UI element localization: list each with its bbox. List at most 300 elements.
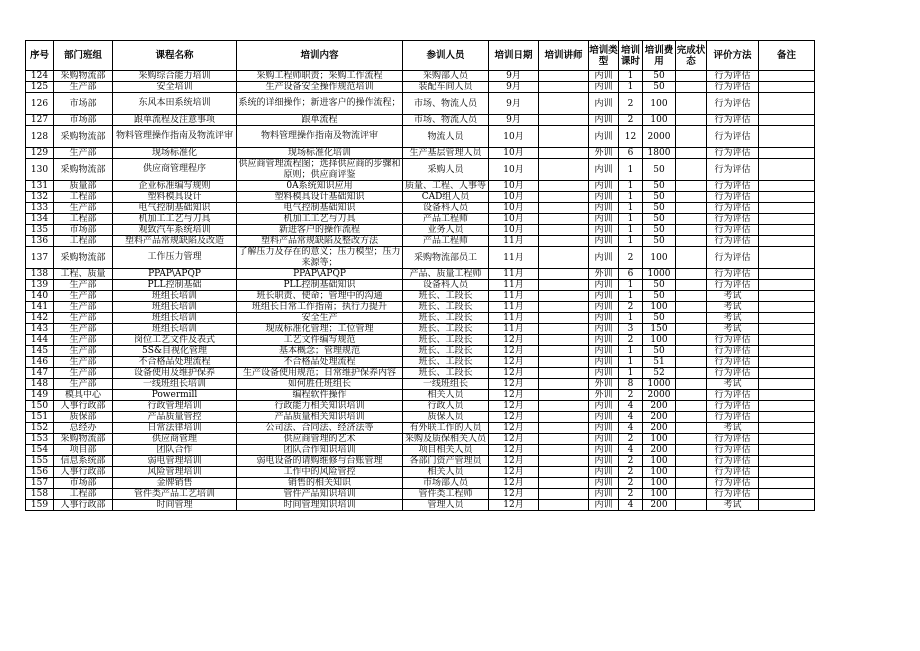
table-cell[interactable]: 12月 (489, 346, 539, 357)
table-cell[interactable] (676, 412, 707, 423)
header-cell[interactable]: 培训讲师 (539, 41, 589, 71)
table-cell[interactable] (759, 500, 815, 511)
table-cell[interactable] (676, 379, 707, 390)
table-cell[interactable] (539, 445, 589, 456)
table-cell[interactable]: 各部门资产管理员 (403, 456, 489, 467)
table-cell[interactable]: 工程部 (54, 192, 113, 203)
table-cell[interactable]: 1 (619, 214, 643, 225)
table-cell[interactable]: 12月 (489, 500, 539, 511)
table-cell[interactable]: 2 (619, 390, 643, 401)
table-cell[interactable]: 设备科人员 (403, 203, 489, 214)
table-cell[interactable]: 4 (619, 401, 643, 412)
table-cell[interactable]: 相关人员 (403, 390, 489, 401)
table-cell[interactable]: 现场标准化 (113, 148, 237, 159)
table-cell[interactable]: 154 (26, 445, 54, 456)
table-cell[interactable]: CAD组人员 (403, 192, 489, 203)
table-cell[interactable] (759, 379, 815, 390)
table-cell[interactable]: 行为评估 (707, 445, 759, 456)
table-cell[interactable]: 138 (26, 269, 54, 280)
table-cell[interactable]: 内训 (589, 115, 619, 126)
table-cell[interactable] (676, 434, 707, 445)
table-cell[interactable]: 行为评估 (707, 82, 759, 93)
table-cell[interactable]: 2 (619, 302, 643, 313)
table-cell[interactable] (676, 445, 707, 456)
table-cell[interactable] (539, 214, 589, 225)
table-cell[interactable] (759, 192, 815, 203)
table-cell[interactable]: 50 (643, 346, 676, 357)
table-cell[interactable]: 行为评估 (707, 115, 759, 126)
header-cell[interactable]: 完成状态 (676, 41, 707, 71)
table-cell[interactable]: 1 (619, 181, 643, 192)
table-cell[interactable]: 行为评估 (707, 456, 759, 467)
table-cell[interactable] (539, 379, 589, 390)
table-cell[interactable]: 行为评估 (707, 335, 759, 346)
table-cell[interactable]: 142 (26, 313, 54, 324)
table-cell[interactable]: 内训 (589, 214, 619, 225)
table-cell[interactable]: 供应商管理流程图；选择供应商的步骤和原则；供应商评鉴 (238, 159, 401, 180)
table-cell[interactable]: PPAP\APQP (113, 269, 237, 280)
table-cell[interactable]: 东风本田系统培训 (113, 93, 237, 115)
table-cell[interactable]: 班组长培训 (113, 324, 237, 335)
table-cell[interactable]: 行为评估 (707, 93, 759, 115)
table-cell[interactable]: 11月 (489, 269, 539, 280)
header-cell[interactable]: 部门班组 (54, 41, 113, 71)
table-cell[interactable]: Powermill (113, 390, 237, 401)
table-cell[interactable]: 12月 (489, 379, 539, 390)
table-cell[interactable]: 模具中心 (54, 390, 113, 401)
table-cell[interactable] (539, 357, 589, 368)
table-cell[interactable] (676, 159, 707, 181)
table-cell[interactable]: 管理人员 (403, 500, 489, 511)
table-cell[interactable]: 物料管理操作指南及物流评审 (113, 126, 237, 148)
table-cell[interactable] (676, 467, 707, 478)
table-cell[interactable] (759, 93, 815, 115)
table-cell[interactable]: 设备使用及维护保养 (113, 368, 237, 379)
table-cell[interactable]: 151 (26, 412, 54, 423)
table-cell[interactable]: 12月 (489, 412, 539, 423)
table-cell[interactable]: 内训 (589, 203, 619, 214)
table-cell[interactable]: 产品工程师 (403, 236, 489, 247)
table-cell[interactable]: 公司法、合同法、经济法等 (237, 423, 403, 434)
table-cell[interactable]: 质量部 (54, 181, 113, 192)
table-cell[interactable]: 采购综合能力培训 (113, 71, 237, 82)
table-cell[interactable]: 内训 (589, 192, 619, 203)
table-cell[interactable]: 生产部 (54, 346, 113, 357)
table-cell[interactable]: 市场部 (54, 115, 113, 126)
table-cell[interactable]: 行为评估 (707, 489, 759, 500)
table-cell[interactable]: 管件产品知识培训 (237, 489, 403, 500)
table-cell[interactable] (759, 225, 815, 236)
table-cell[interactable]: 跟单流程 (237, 115, 403, 126)
table-cell[interactable]: 时间管理 (113, 500, 237, 511)
table-cell[interactable]: 1 (619, 236, 643, 247)
table-cell[interactable]: 项目相关人员 (403, 445, 489, 456)
table-cell[interactable]: 一线班组长培训 (113, 379, 237, 390)
table-cell[interactable] (759, 181, 815, 192)
table-cell[interactable]: 50 (643, 203, 676, 214)
table-cell[interactable]: 行为评估 (707, 192, 759, 203)
table-cell[interactable]: 147 (26, 368, 54, 379)
table-cell[interactable] (759, 467, 815, 478)
table-cell[interactable]: 市场部 (54, 225, 113, 236)
table-cell[interactable]: 行为评估 (707, 357, 759, 368)
table-cell[interactable] (759, 203, 815, 214)
table-cell[interactable]: 工作中的风险管控 (237, 467, 403, 478)
table-cell[interactable] (676, 302, 707, 313)
table-cell[interactable] (676, 489, 707, 500)
table-cell[interactable]: 135 (26, 225, 54, 236)
table-cell[interactable]: 时间管理知识培训 (237, 500, 403, 511)
table-cell[interactable]: 52 (643, 368, 676, 379)
table-cell[interactable]: 1 (619, 225, 643, 236)
table-cell[interactable]: 人事行政部 (54, 500, 113, 511)
table-cell[interactable] (676, 203, 707, 214)
table-cell[interactable]: 内训 (589, 445, 619, 456)
header-cell[interactable]: 培训内容 (237, 41, 403, 71)
table-cell[interactable]: 100 (643, 93, 676, 115)
table-cell[interactable] (676, 478, 707, 489)
table-cell[interactable]: 外训 (589, 269, 619, 280)
table-cell[interactable]: 内训 (589, 500, 619, 511)
table-cell[interactable]: 内训 (589, 423, 619, 434)
table-cell[interactable]: 12月 (489, 445, 539, 456)
table-cell[interactable]: 157 (26, 478, 54, 489)
table-cell[interactable]: 考试 (707, 291, 759, 302)
table-cell[interactable]: 生产部 (54, 291, 113, 302)
table-cell[interactable]: 200 (643, 445, 676, 456)
table-cell[interactable]: 生产基层管理人员 (403, 148, 489, 159)
table-cell[interactable]: 岗位工艺文件及表式 (113, 335, 237, 346)
table-cell[interactable]: 行为评估 (707, 390, 759, 401)
table-cell[interactable]: 设备科人员 (403, 280, 489, 291)
table-cell[interactable]: 市场、物流人员 (403, 93, 489, 115)
table-cell[interactable] (676, 390, 707, 401)
table-cell[interactable]: 生产部 (54, 203, 113, 214)
table-cell[interactable]: 4 (619, 500, 643, 511)
table-cell[interactable]: 2 (619, 247, 643, 269)
table-cell[interactable]: 内训 (589, 335, 619, 346)
table-cell[interactable]: 10月 (489, 126, 539, 148)
table-cell[interactable]: 班长、工段长 (403, 368, 489, 379)
table-cell[interactable] (759, 478, 815, 489)
table-cell[interactable]: 生产部 (54, 302, 113, 313)
table-cell[interactable] (539, 247, 589, 269)
table-cell[interactable]: 1 (619, 192, 643, 203)
table-cell[interactable]: 系统的详细操作；新进客户的操作流程； (237, 93, 403, 115)
table-cell[interactable]: 12月 (489, 434, 539, 445)
table-cell[interactable]: 内训 (589, 324, 619, 335)
table-cell[interactable]: 行为评估 (707, 368, 759, 379)
table-cell[interactable] (676, 126, 707, 148)
table-cell[interactable]: 产品工程师 (403, 214, 489, 225)
table-cell[interactable] (759, 357, 815, 368)
table-cell[interactable]: 12月 (489, 390, 539, 401)
table-cell[interactable]: 200 (643, 500, 676, 511)
table-cell[interactable]: 生产部 (54, 313, 113, 324)
table-cell[interactable]: 行政管理培训 (113, 401, 237, 412)
header-cell[interactable]: 课程名称 (113, 41, 237, 71)
table-cell[interactable]: 生产设备安全操作规范培训 (237, 82, 403, 93)
table-cell[interactable]: 0A系统知识应用 (237, 181, 403, 192)
table-cell[interactable] (676, 500, 707, 511)
table-cell[interactable] (676, 181, 707, 192)
table-cell[interactable]: 内训 (589, 368, 619, 379)
table-cell[interactable] (676, 346, 707, 357)
table-cell[interactable]: 内训 (589, 434, 619, 445)
table-cell[interactable]: 1 (619, 346, 643, 357)
table-cell[interactable]: 128 (26, 126, 54, 148)
table-cell[interactable] (676, 423, 707, 434)
table-cell[interactable]: 4 (619, 445, 643, 456)
table-cell[interactable]: 行为评估 (707, 203, 759, 214)
table-cell[interactable]: 采购部人员 (403, 71, 489, 82)
table-cell[interactable]: 行为评估 (707, 401, 759, 412)
table-cell[interactable]: 相关人员 (403, 467, 489, 478)
table-cell[interactable]: 考试 (707, 302, 759, 313)
table-cell[interactable] (759, 236, 815, 247)
table-cell[interactable]: 158 (26, 489, 54, 500)
table-cell[interactable]: 弱电管理培训 (113, 456, 237, 467)
table-cell[interactable]: 145 (26, 346, 54, 357)
table-cell[interactable]: 内训 (589, 302, 619, 313)
table-cell[interactable]: 12月 (489, 489, 539, 500)
table-cell[interactable] (676, 269, 707, 280)
table-cell[interactable] (539, 335, 589, 346)
table-cell[interactable] (759, 269, 815, 280)
table-cell[interactable]: 内训 (589, 280, 619, 291)
table-cell[interactable] (759, 412, 815, 423)
table-cell[interactable]: 1 (619, 357, 643, 368)
table-cell[interactable]: 行为评估 (707, 247, 759, 269)
table-cell[interactable]: 50 (643, 192, 676, 203)
table-cell[interactable]: 内训 (589, 346, 619, 357)
table-cell[interactable]: 电气控制基础知识 (113, 203, 237, 214)
table-cell[interactable]: 观致汽车系统培训 (113, 225, 237, 236)
table-cell[interactable]: 11月 (489, 291, 539, 302)
table-cell[interactable]: 10月 (489, 225, 539, 236)
table-cell[interactable]: 9月 (489, 93, 539, 115)
table-cell[interactable]: 现成标准化管理；工位管理 (237, 324, 403, 335)
table-cell[interactable]: 9月 (489, 115, 539, 126)
table-cell[interactable] (539, 313, 589, 324)
table-cell[interactable]: 100 (643, 335, 676, 346)
table-cell[interactable]: 内训 (589, 247, 619, 269)
table-cell[interactable]: 10月 (489, 214, 539, 225)
table-cell[interactable]: 行为评估 (707, 467, 759, 478)
table-cell[interactable]: 生产部 (54, 379, 113, 390)
table-cell[interactable]: 9月 (489, 82, 539, 93)
table-cell[interactable]: 2 (619, 434, 643, 445)
table-cell[interactable]: 市场部人员 (403, 478, 489, 489)
table-cell[interactable]: 弱电设备的请购维修与台账管理 (237, 456, 403, 467)
table-cell[interactable] (539, 434, 589, 445)
table-cell[interactable] (676, 357, 707, 368)
table-cell[interactable]: 2000 (643, 126, 676, 148)
table-cell[interactable]: 140 (26, 291, 54, 302)
table-cell[interactable]: 物料管理操作指南及物流评审 (237, 126, 403, 148)
table-cell[interactable]: PLL控制基础 (113, 280, 237, 291)
table-cell[interactable] (676, 148, 707, 159)
header-cell[interactable]: 参训人员 (403, 41, 489, 71)
table-cell[interactable] (759, 82, 815, 93)
table-cell[interactable]: 10月 (489, 148, 539, 159)
table-cell[interactable]: 137 (26, 247, 54, 269)
table-cell[interactable] (539, 346, 589, 357)
table-cell[interactable] (759, 214, 815, 225)
table-cell[interactable]: 11月 (489, 280, 539, 291)
table-cell[interactable] (759, 445, 815, 456)
table-cell[interactable]: 生产部 (54, 335, 113, 346)
table-cell[interactable]: 150 (26, 401, 54, 412)
table-cell[interactable] (539, 423, 589, 434)
table-cell[interactable]: 50 (643, 82, 676, 93)
table-cell[interactable] (539, 302, 589, 313)
table-cell[interactable]: 内训 (589, 71, 619, 82)
table-cell[interactable]: 生产部 (54, 148, 113, 159)
header-cell[interactable]: 培训课时 (619, 41, 643, 71)
table-cell[interactable] (539, 269, 589, 280)
table-cell[interactable]: 班长、工段长 (403, 357, 489, 368)
table-cell[interactable]: 质量、工程、人事等 (403, 181, 489, 192)
table-cell[interactable]: 159 (26, 500, 54, 511)
table-cell[interactable]: 12月 (489, 335, 539, 346)
table-cell[interactable]: 采购物流部 (54, 247, 113, 269)
table-cell[interactable] (759, 335, 815, 346)
table-cell[interactable]: 班组长培训 (113, 291, 237, 302)
table-cell[interactable]: 班组长日常工作指南；执行力提升 (237, 302, 403, 313)
header-cell[interactable]: 培训日期 (489, 41, 539, 71)
table-cell[interactable]: 行为评估 (707, 434, 759, 445)
table-cell[interactable]: 工艺文件编写规范 (237, 335, 403, 346)
table-cell[interactable] (676, 82, 707, 93)
table-cell[interactable]: 人事行政部 (54, 401, 113, 412)
table-cell[interactable]: 11月 (489, 313, 539, 324)
table-cell[interactable]: 100 (643, 467, 676, 478)
table-cell[interactable]: 业务人员 (403, 225, 489, 236)
table-cell[interactable]: 内训 (589, 412, 619, 423)
table-cell[interactable]: 内训 (589, 478, 619, 489)
table-cell[interactable]: 团队合作 (113, 445, 237, 456)
table-cell[interactable] (539, 478, 589, 489)
table-cell[interactable]: 行为评估 (707, 346, 759, 357)
table-cell[interactable]: 塑料模具设计 (113, 192, 237, 203)
table-cell[interactable]: 12月 (489, 401, 539, 412)
table-cell[interactable]: 班长职责、使命；管理中的沟通 (237, 291, 403, 302)
table-cell[interactable]: 10月 (489, 203, 539, 214)
table-cell[interactable]: 129 (26, 148, 54, 159)
table-cell[interactable]: 4 (619, 412, 643, 423)
table-cell[interactable]: 131 (26, 181, 54, 192)
table-cell[interactable]: 供应商管理的艺术 (237, 434, 403, 445)
table-cell[interactable] (539, 489, 589, 500)
table-cell[interactable] (539, 82, 589, 93)
table-cell[interactable]: 供应商管理 (113, 434, 237, 445)
table-cell[interactable]: 风险管理培训 (113, 467, 237, 478)
table-cell[interactable]: 内训 (589, 467, 619, 478)
table-cell[interactable]: 班长、工段长 (403, 302, 489, 313)
table-cell[interactable]: 采购工程师职责；采购工作流程 (237, 71, 403, 82)
table-cell[interactable]: 市场、物流人员 (403, 115, 489, 126)
table-cell[interactable]: 装配车间人员 (403, 82, 489, 93)
table-cell[interactable]: 12月 (489, 478, 539, 489)
table-cell[interactable]: 130 (26, 159, 54, 181)
table-cell[interactable] (759, 115, 815, 126)
table-cell[interactable]: 内训 (589, 225, 619, 236)
table-cell[interactable] (676, 313, 707, 324)
table-cell[interactable]: 2 (619, 115, 643, 126)
table-cell[interactable]: 市场部 (54, 478, 113, 489)
table-cell[interactable]: 内训 (589, 126, 619, 148)
table-cell[interactable]: 信息系统部 (54, 456, 113, 467)
table-cell[interactable] (676, 192, 707, 203)
table-cell[interactable] (539, 225, 589, 236)
table-cell[interactable]: 10月 (489, 159, 539, 181)
table-cell[interactable] (676, 236, 707, 247)
table-cell[interactable]: 5S&目视化管理 (113, 346, 237, 357)
table-cell[interactable] (539, 203, 589, 214)
table-cell[interactable]: 12月 (489, 456, 539, 467)
table-cell[interactable]: 10月 (489, 192, 539, 203)
table-cell[interactable]: 100 (643, 434, 676, 445)
table-cell[interactable]: 134 (26, 214, 54, 225)
table-cell[interactable]: 3 (619, 324, 643, 335)
table-cell[interactable]: 1 (619, 313, 643, 324)
table-cell[interactable] (676, 368, 707, 379)
table-cell[interactable]: 12月 (489, 467, 539, 478)
table-cell[interactable]: 12月 (489, 357, 539, 368)
table-cell[interactable]: 内训 (589, 82, 619, 93)
table-cell[interactable]: 人事行政部 (54, 467, 113, 478)
table-cell[interactable] (759, 401, 815, 412)
table-cell[interactable]: 内训 (589, 489, 619, 500)
table-cell[interactable]: 1 (619, 82, 643, 93)
table-cell[interactable]: 11月 (489, 302, 539, 313)
table-cell[interactable]: 班长、工段长 (403, 335, 489, 346)
table-cell[interactable]: 132 (26, 192, 54, 203)
table-cell[interactable]: 塑料模具设计基础知识 (237, 192, 403, 203)
table-cell[interactable]: 班组长培训 (113, 302, 237, 313)
table-cell[interactable] (759, 434, 815, 445)
table-cell[interactable]: 127 (26, 115, 54, 126)
table-cell[interactable]: 2 (619, 478, 643, 489)
table-cell[interactable] (759, 489, 815, 500)
table-cell[interactable]: 内训 (589, 291, 619, 302)
table-cell[interactable] (539, 401, 589, 412)
table-cell[interactable] (539, 159, 589, 181)
table-cell[interactable]: 2 (619, 456, 643, 467)
table-cell[interactable]: 生产设备使用规范；日常维护保养内容 (237, 368, 403, 379)
table-cell[interactable]: 126 (26, 93, 54, 115)
table-cell[interactable] (759, 280, 815, 291)
table-cell[interactable]: 2 (619, 335, 643, 346)
table-cell[interactable]: 50 (643, 214, 676, 225)
table-cell[interactable] (539, 192, 589, 203)
table-cell[interactable] (539, 148, 589, 159)
table-cell[interactable]: 安全培训 (113, 82, 237, 93)
table-cell[interactable]: 工程部 (54, 489, 113, 500)
table-cell[interactable]: 供应商管理程序 (113, 159, 237, 181)
table-cell[interactable]: 采购物流部员工 (403, 247, 489, 269)
table-cell[interactable] (539, 236, 589, 247)
table-cell[interactable]: 9月 (489, 71, 539, 82)
table-cell[interactable]: 11月 (489, 236, 539, 247)
table-cell[interactable]: 企业标准编写规则 (113, 181, 237, 192)
table-cell[interactable]: 139 (26, 280, 54, 291)
table-cell[interactable]: 管件类产品工艺培训 (113, 489, 237, 500)
table-cell[interactable]: 行为评估 (707, 159, 759, 181)
table-cell[interactable]: 4 (619, 423, 643, 434)
table-cell[interactable]: 班组长培训 (113, 313, 237, 324)
